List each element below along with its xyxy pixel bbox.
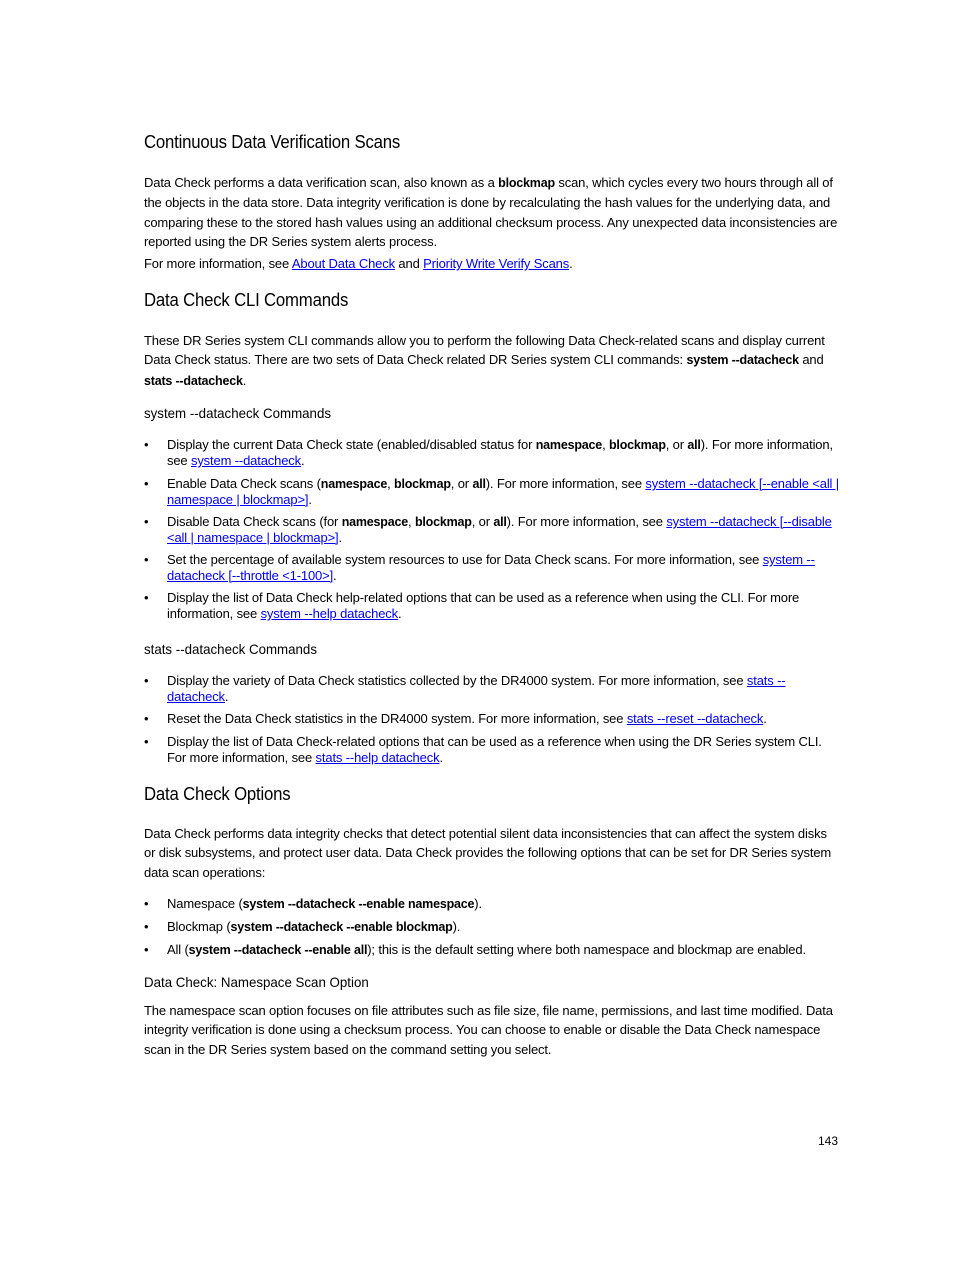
text: Data Check performs a data verification scan, also known as a xyxy=(144,175,499,190)
bullet-icon: • xyxy=(144,437,149,452)
bullet-icon: • xyxy=(144,552,149,567)
heading-system-datacheck-commands: system --datacheck Commands xyxy=(144,405,332,421)
bold-term: namespace xyxy=(535,438,603,452)
text: . xyxy=(398,606,402,621)
text: For more information, see xyxy=(144,256,292,271)
text: All ( xyxy=(167,942,189,957)
heading-continuous-data-verification-scans: Continuous Data Verification Scans xyxy=(144,132,401,152)
text: These DR Series system CLI commands allow you to perform the following Data Check-related scans and display current Data Check status. There are two sets of Data Check related DR Series system CLI commands: xyxy=(144,333,825,368)
bold-term: blockmap xyxy=(609,438,666,452)
continuous-paragraph-1 xyxy=(144,173,840,251)
bold-term: blockmap xyxy=(414,515,472,529)
link-stats-reset-datacheck[interactable]: stats --reset --datacheck xyxy=(626,711,764,726)
text: , or xyxy=(665,437,688,452)
text: . xyxy=(308,492,312,507)
bold-term: system --datacheck --enable blockmap xyxy=(230,920,453,934)
page-number: 143 xyxy=(818,1134,839,1148)
text: Reset the Data Check statistics in the DR4000 system. For more information, see xyxy=(167,711,627,726)
list-item xyxy=(144,942,840,958)
text: ). For more information, see xyxy=(506,514,667,529)
text: ). For more information, see xyxy=(167,437,833,468)
text: Enable Data Check scans ( xyxy=(167,476,321,491)
bullet-icon: • xyxy=(144,942,149,957)
system-datacheck-list xyxy=(144,437,840,622)
text: and xyxy=(798,352,824,368)
bullet-icon: • xyxy=(144,514,149,529)
bold-term: blockmap xyxy=(394,477,451,491)
text: Blockmap ( xyxy=(167,919,231,934)
text: Namespace ( xyxy=(167,896,243,911)
text: . xyxy=(242,372,247,388)
text: . xyxy=(333,568,337,583)
bold-term: namespace xyxy=(341,515,408,529)
text: . xyxy=(569,256,573,271)
text: ); this is the default setting where both namespace and blockmap are enabled. xyxy=(367,942,806,957)
bold-term: system --datacheck --enable all xyxy=(188,943,368,957)
heading-data-check-options: Data Check Options xyxy=(144,784,291,804)
bullet-icon: • xyxy=(144,476,149,491)
text: Set the percentage of available system resources to use for Data Check scans. For more information, see xyxy=(167,552,763,567)
list-item xyxy=(144,919,840,935)
link-system-datacheck-disable[interactable]: system --datacheck [--disable <all | namespace | blockmap>] xyxy=(167,514,832,545)
list-item xyxy=(144,711,840,727)
text: scan, which cycles every two hours through all of the objects in the data store. Data integrity verification is done by recalculating the hash values for the underlying data, and comparing these to the stored hash values using an additional checksum process. Any unexpected data inconsistencies are reported using the DR Series system alerts process. xyxy=(144,175,838,249)
bullet-icon: • xyxy=(144,711,149,726)
text: and xyxy=(394,256,424,271)
options-paragraph-2: The namespace scan option focuses on file attributes such as file size, file name, permissions, and last time modified. Data integrity verification is done using a checksum process. You can choose to enable or disable the Data Check namespace scan in the DR Series system based on the command setting you select. xyxy=(144,1003,833,1057)
bullet-icon: • xyxy=(144,734,149,749)
bold-term: blockmap xyxy=(498,176,555,190)
text: , xyxy=(408,514,415,529)
text: Display the list of Data Check help-related options that can be used as a reference when using the CLI. For more information, see xyxy=(167,590,800,621)
bullet-icon: • xyxy=(144,919,149,934)
list-item xyxy=(144,673,840,705)
bold-term: system --datacheck xyxy=(686,353,799,368)
bullet-icon: • xyxy=(144,590,149,605)
text: ). xyxy=(474,896,482,911)
heading-namespace-scan-option: Data Check: Namespace Scan Option xyxy=(144,974,369,990)
heading-stats-datacheck-commands: stats --datacheck Commands xyxy=(144,641,317,657)
list-item xyxy=(144,437,840,469)
stats-datacheck-list xyxy=(144,673,840,766)
link-priority-write-verify-scans[interactable]: Priority Write Verify Scans xyxy=(423,256,570,271)
list-item xyxy=(144,590,840,622)
text: , or xyxy=(450,476,473,491)
text: Display the current Data Check state (enabled/disabled status for xyxy=(167,437,536,452)
link-stats-help-datacheck[interactable]: stats --help datacheck xyxy=(315,750,440,765)
bold-term: all xyxy=(472,477,486,491)
cli-paragraph-1 xyxy=(144,331,840,391)
bold-term: namespace xyxy=(320,477,388,491)
list-item xyxy=(144,514,840,546)
bullet-icon: • xyxy=(144,896,149,911)
bold-term: stats --datacheck xyxy=(144,373,243,388)
bold-term: all xyxy=(687,438,701,452)
text: . xyxy=(439,750,443,765)
options-paragraph-1: Data Check performs data integrity checks that detect potential silent data inconsistencies that can affect the system disks or disk subsystems, and protect user data. Data Check provides the following options that can be set for DR Series system data scan operations: xyxy=(144,826,832,880)
list-item xyxy=(144,552,840,584)
text: . xyxy=(224,689,229,704)
bullet-icon: • xyxy=(144,673,149,688)
text: . xyxy=(763,711,767,726)
link-system-help-datacheck[interactable]: system --help datacheck xyxy=(260,606,399,621)
text: , or xyxy=(471,514,494,529)
text: Display the variety of Data Check statistics collected by the DR4000 system. For more information, see xyxy=(167,673,747,688)
link-about-data-check[interactable]: About Data Check xyxy=(291,256,395,271)
list-item xyxy=(144,734,840,766)
list-item xyxy=(144,896,840,912)
link-system-datacheck-throttle[interactable]: system --datacheck [--throttle <1-100>] xyxy=(167,552,815,583)
link-system-datacheck-enable[interactable]: system --datacheck [--enable <all | namespace | blockmap>] xyxy=(167,476,839,507)
link-stats-datacheck[interactable]: stats --datacheck xyxy=(167,673,786,704)
text: Display the list of Data Check-related options that can be used as a reference when using the DR Series system CLI. For more information, see xyxy=(167,734,822,765)
options-list xyxy=(144,896,840,958)
link-system-datacheck[interactable]: system --datacheck xyxy=(190,453,301,468)
bold-term: system --datacheck --enable namespace xyxy=(242,897,475,911)
text: . xyxy=(301,453,305,468)
text: , xyxy=(602,437,609,452)
text: , xyxy=(387,476,395,491)
bold-term: all xyxy=(493,515,507,529)
text: ). xyxy=(452,919,461,934)
text: ). For more information, see xyxy=(485,476,646,491)
continuous-paragraph-2 xyxy=(144,254,840,273)
text: . xyxy=(338,530,342,545)
heading-data-check-cli-commands: Data Check CLI Commands xyxy=(144,290,349,310)
text: Disable Data Check scans (for xyxy=(167,514,342,529)
list-item xyxy=(144,476,840,508)
